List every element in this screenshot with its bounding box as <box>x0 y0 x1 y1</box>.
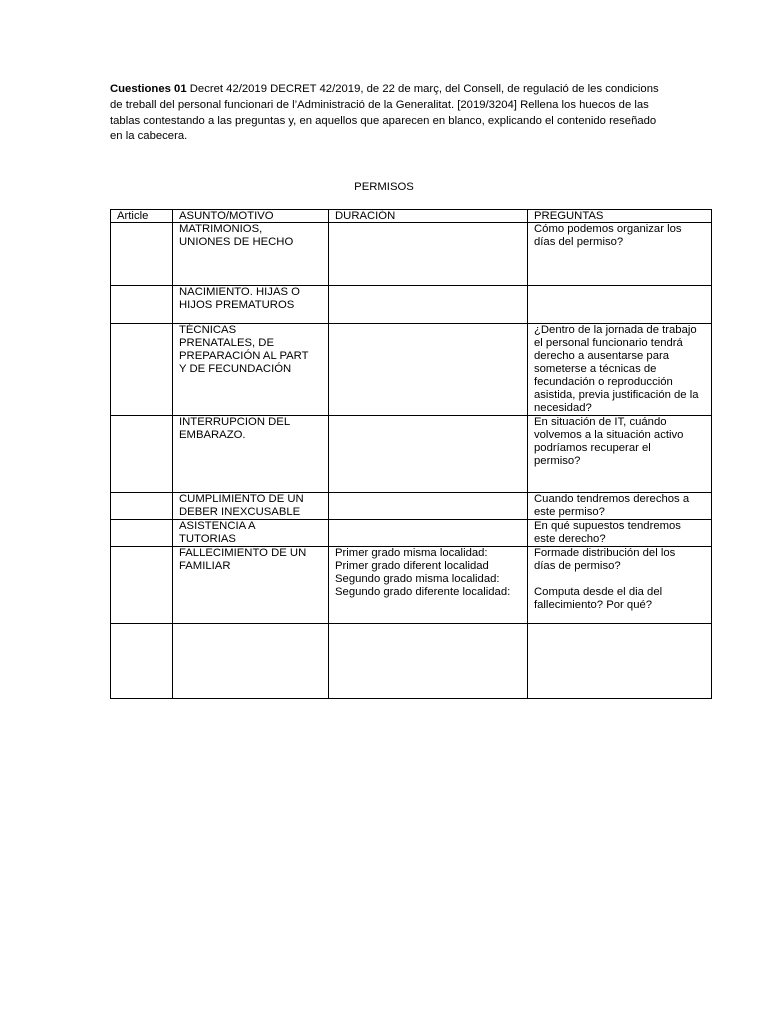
duracion-cell[interactable] <box>329 520 528 547</box>
asunto-line: PREPARACIÓN AL PART <box>179 350 309 362</box>
asunto-line: Y DE FECUNDACIÓN <box>179 363 292 375</box>
duracion-line: Primer grado misma localidad: <box>335 547 488 559</box>
table-row <box>111 520 712 547</box>
preguntas-cell <box>528 493 712 520</box>
duracion-cell[interactable] <box>329 624 528 699</box>
spacer <box>534 573 711 586</box>
article-cell[interactable] <box>111 223 173 286</box>
table-header-row <box>111 210 712 223</box>
asunto-line: DEBER INEXCUSABLE <box>179 506 301 518</box>
asunto-cell <box>173 416 329 493</box>
asunto-line: CUMPLIMIENTO DE UN <box>179 493 304 505</box>
article-cell[interactable] <box>111 520 173 547</box>
asunto-line: FALLECIMIENTO DE UN <box>179 547 307 559</box>
pregunta-line: fecundación o reproducción <box>534 376 673 388</box>
asunto-line: EMBARAZO. <box>179 429 246 441</box>
table-row <box>111 624 712 699</box>
asunto-cell <box>173 547 329 624</box>
table-row <box>111 416 712 493</box>
pregunta-line: este derecho? <box>534 533 606 545</box>
asunto-line: FAMILIAR <box>179 560 231 572</box>
pregunta-line: permiso? <box>534 455 581 467</box>
duracion-cell <box>329 547 528 624</box>
header-asunto: ASUNTO/MOTIVO <box>173 210 329 223</box>
pregunta-line: necesidad? <box>534 402 592 414</box>
asunto-cell <box>173 286 329 324</box>
asunto-line: INTERRUPCION DEL <box>179 416 291 428</box>
preguntas-cell <box>528 223 712 286</box>
asunto-line: UNIONES DE HECHO <box>179 236 294 248</box>
asunto-cell <box>173 520 329 547</box>
header-duracion: DURACIÓN <box>329 210 528 223</box>
pregunta-line: asistida, previa justificación de la <box>534 389 699 401</box>
asunto-cell <box>173 223 329 286</box>
table-row <box>111 493 712 520</box>
pregunta-line: el personal funcionario tendrá <box>534 337 683 349</box>
intro-paragraph <box>110 82 666 145</box>
pregunta-line: días del permiso? <box>534 236 624 248</box>
preguntas-cell <box>528 520 712 547</box>
table-row <box>111 286 712 324</box>
table-title: PERMISOS <box>354 181 414 193</box>
pregunta-line: volvemos a la situación activo <box>534 429 684 441</box>
asunto-line: PRENATALES, DE <box>179 337 275 349</box>
pregunta-line: fallecimiento? Por qué? <box>534 599 653 611</box>
pregunta-line: podríamos recuperar el <box>534 442 651 454</box>
preguntas-cell <box>528 416 712 493</box>
permisos-table <box>110 209 712 699</box>
asunto-cell[interactable] <box>173 624 329 699</box>
table-row <box>111 324 712 416</box>
pregunta-line: derecho a ausentarse para <box>534 350 670 362</box>
pregunta-line: Cómo podemos organizar los <box>534 223 682 235</box>
pregunta-line: este permiso? <box>534 506 605 518</box>
duracion-cell[interactable] <box>329 286 528 324</box>
duracion-cell[interactable] <box>329 493 528 520</box>
asunto-cell <box>173 493 329 520</box>
pregunta-line: días de permiso? <box>534 560 621 572</box>
duracion-cell[interactable] <box>329 223 528 286</box>
header-preguntas: PREGUNTAS <box>528 210 712 223</box>
pregunta-line: Formade distribución del los <box>534 547 676 559</box>
duracion-cell[interactable] <box>329 416 528 493</box>
duracion-line: Segundo grado diferente localidad: <box>335 586 511 598</box>
article-cell[interactable] <box>111 416 173 493</box>
header-article: Article <box>111 210 173 223</box>
pregunta-line: someterse a técnicas de <box>534 363 657 375</box>
preguntas-cell <box>528 324 712 416</box>
preguntas-cell <box>528 547 712 624</box>
preguntas-cell[interactable] <box>528 624 712 699</box>
duracion-cell[interactable] <box>329 324 528 416</box>
asunto-line: TÉCNICAS <box>179 324 237 336</box>
asunto-line: TUTORIAS <box>179 533 236 545</box>
asunto-cell <box>173 324 329 416</box>
pregunta-line: Computa desde el dia del <box>534 586 663 598</box>
pregunta-line: Cuando tendremos derechos a <box>534 493 690 505</box>
article-cell[interactable] <box>111 493 173 520</box>
preguntas-cell[interactable] <box>528 286 712 324</box>
article-cell[interactable] <box>111 624 173 699</box>
article-cell[interactable] <box>111 286 173 324</box>
pregunta-line: ¿Dentro de la jornada de trabajo <box>534 324 697 336</box>
table-row <box>111 223 712 286</box>
table-row <box>111 547 712 624</box>
asunto-line: HIJOS PREMATUROS <box>179 299 295 311</box>
duracion-line: Primer grado diferent localidad <box>335 560 489 572</box>
article-cell[interactable] <box>111 324 173 416</box>
duracion-line: Segundo grado misma localidad: <box>335 573 500 585</box>
asunto-line: MATRIMONIOS, <box>179 223 263 235</box>
article-cell[interactable] <box>111 547 173 624</box>
pregunta-line: En situación de IT, cuándo <box>534 416 667 428</box>
asunto-line: NACIMIENTO. HIJAS O <box>179 286 300 298</box>
pregunta-line: En qué supuestos tendremos <box>534 520 681 532</box>
intro-title: Cuestiones 01 <box>110 83 187 95</box>
intro-text: Decret 42/2019 DECRET 42/2019, de 22 de març, del Consell, de regulació de les condicions de treball del personal funcionari de l’Administració de la Generalitat. [2019/3204] Rellena los huecos de las tablas contestando a las preguntas y, en aquellos que aparecen en blanco, explicando el contenido reseñado en la cabecera. <box>110 83 659 143</box>
asunto-line: ASISTENCIA A <box>179 520 256 532</box>
